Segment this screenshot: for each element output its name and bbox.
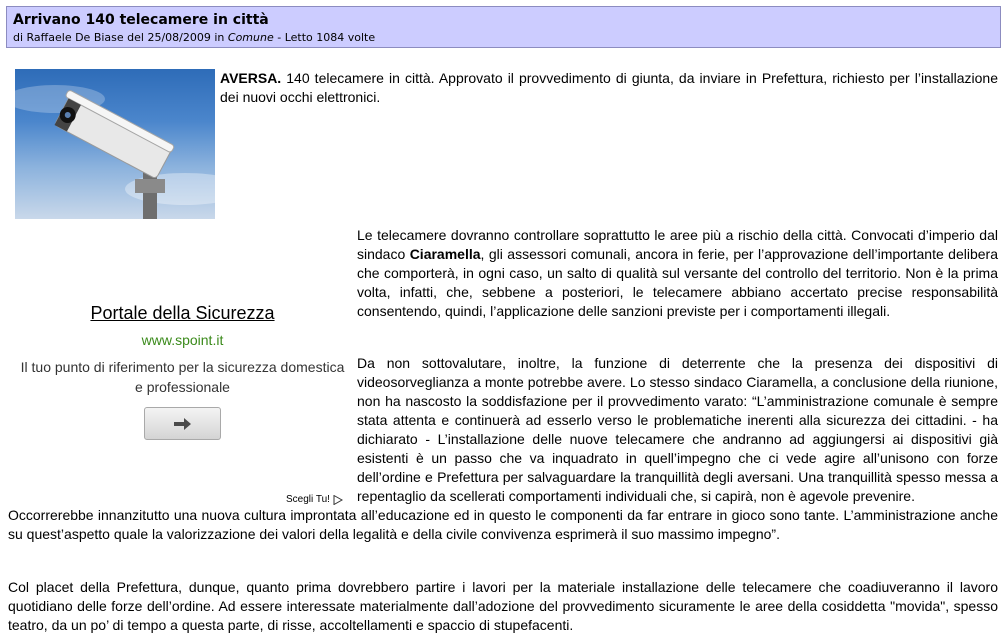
article-title: Arrivano 140 telecamere in città (13, 12, 269, 28)
advertisement[interactable] (15, 295, 350, 515)
ad-choices-label[interactable]: Scegli Tu! (286, 494, 330, 505)
byline-author-date: di Raffaele De Biase del 25/08/2009 in (13, 31, 225, 44)
ad-title[interactable]: Portale della Sicurezza (90, 303, 275, 323)
article-paragraph-3-continued: Occorrerebbe innanzitutto una nuova cultura improntata all’educazione ed in questo le componenti da far entrare in gioco sono tante. L’amministrazione anche su quest’aspetto quale la valorizzazione dei valori della legalità e della civile convivenza esprimerà il suo massimo impegno”. (8, 507, 998, 542)
ad-url[interactable]: www.spoint.it (141, 332, 224, 348)
mayor-name: Ciaramella (409, 246, 481, 262)
byline-views: - Letto 1084 volte (277, 31, 376, 44)
article-paragraph-4: Col placet della Prefettura, dunque, quanto prima dovrebbero partire i lavori per la materiale installazione delle telecamere che coadiuveranno il lavoro quotidiano delle forze dell’ordine. Ad essere interessate materialmente dall’adozione del provvedimento sicuramente le aree della cosiddetta "movida", spesso teatro, da un po’ di tempo a questa parte, di risse, accoltellamenti e spaccio di stupefacenti. (8, 579, 998, 633)
ad-description: Il tuo punto di riferimento per la sicurezza domestica e professionale (20, 359, 345, 395)
paragraph-text: Le telecamere dovranno controllare soprattutto le aree più a rischio della città. Convocati d’imperio dal sindaco (357, 227, 998, 262)
ad-go-button[interactable] (144, 407, 221, 440)
paragraph-text: , gli assessori comunali, ancora in ferie, per l’approvazione dell’importante delibera che comporterà, in ogni caso, un salto di qualità sul versante del controllo del territorio. Non è la prima volta, infatti, che, sebbene a posteriori, le telecamere abbiano accertato precise responsabilità consentendo, quindi, l’applicazione delle sanzioni previste per i comportamenti illegali. (357, 246, 998, 319)
article-byline (13, 31, 375, 44)
dateline: AVERSA. (220, 70, 282, 86)
camera-illustration (15, 69, 215, 219)
article-header (6, 6, 1001, 48)
play-triangle-icon (333, 495, 343, 505)
ad-choices[interactable] (286, 494, 343, 505)
article-paragraph-2 (357, 226, 998, 321)
article-paragraph-3: Da non sottovalutare, inoltre, la funzione di deterrente che la presenza dei dispositivi di videosorveglianza a monte potrebbe avere. Lo stesso sindaco Ciaramella, a conclusione della riunione, non ha nascosto la soddisfazione per il provvedimento varato: “L’amministrazione comunale è sempre stata attenta e continuerà ad esserlo verso le problematiche inerenti alla sicurezza dei cittadini. - ha dichiarato - L’installazione delle nuove telecamere che andranno ad aggiungersi ai dispositivi già esistenti è un passo che va inquadrato in quell’impegno che ci vede agire all’unisono con forze dell’ordine e Prefettura per salvaguardare la tranquillità degli aversani. Una tranquillità spesso messa a repentaglio da scellerati comportamenti individuali che, si capirà, non è agevole prevenire. (357, 355, 998, 504)
byline-category[interactable]: Comune (227, 31, 274, 44)
security-camera-image (15, 69, 215, 219)
article-intro (220, 69, 998, 107)
arrow-right-icon (174, 417, 192, 431)
intro-text: 140 telecamere in città. Approvato il provvedimento di giunta, da inviare in Prefettura, richiesto per l’installazione dei nuovi occhi elettronici. (220, 70, 998, 105)
